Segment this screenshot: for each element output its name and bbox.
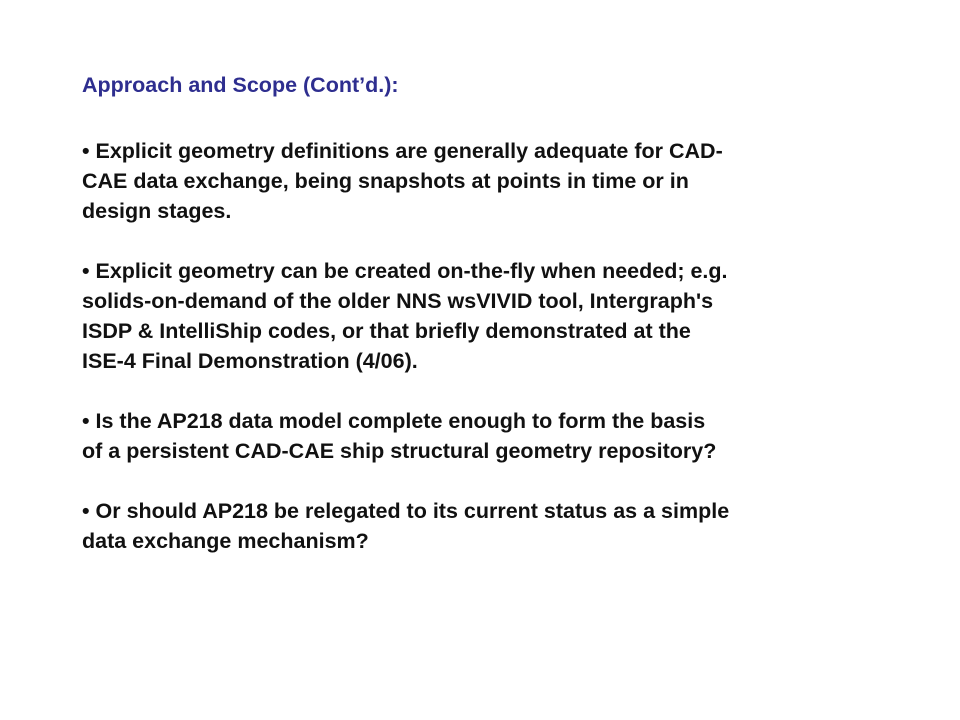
slide-content (82, 70, 902, 556)
bullet-1-line-3: design stages. (82, 199, 232, 223)
bullet-2-line-2: solids-on-demand of the older NNS wsVIVID tool, Intergraph's (82, 289, 714, 313)
bullet-4 (82, 496, 902, 556)
bullet-2-line-3: ISDP & IntelliShip codes, or that briefly demonstrated at the (82, 319, 691, 343)
bullet-2-line-4: ISE-4 Final Demonstration (4/06). (82, 349, 418, 373)
bullet-3-line-1: • Is the AP218 data model complete enough to form the basis (82, 409, 706, 433)
bullet-4-line-1: • Or should AP218 be relegated to its current status as a simple (82, 499, 730, 523)
bullet-2-line-1: • Explicit geometry can be created on-the-fly when needed; e.g. (82, 259, 728, 283)
bullet-1-line-1: • Explicit geometry definitions are generally adequate for CAD- (82, 139, 723, 163)
bullet-3-line-2: of a persistent CAD-CAE ship structural geometry repository? (82, 439, 717, 463)
bullet-1 (82, 136, 902, 226)
spacer (82, 106, 902, 136)
bullet-4-line-2: data exchange mechanism? (82, 529, 369, 553)
bullet-1-line-2: CAE data exchange, being snapshots at points in time or in (82, 169, 689, 193)
bullet-3 (82, 406, 902, 466)
slide-title: Approach and Scope (Cont’d.): (82, 73, 399, 97)
spacer (82, 226, 902, 256)
spacer (82, 376, 902, 406)
spacer (82, 466, 902, 496)
bullet-2 (82, 256, 902, 376)
